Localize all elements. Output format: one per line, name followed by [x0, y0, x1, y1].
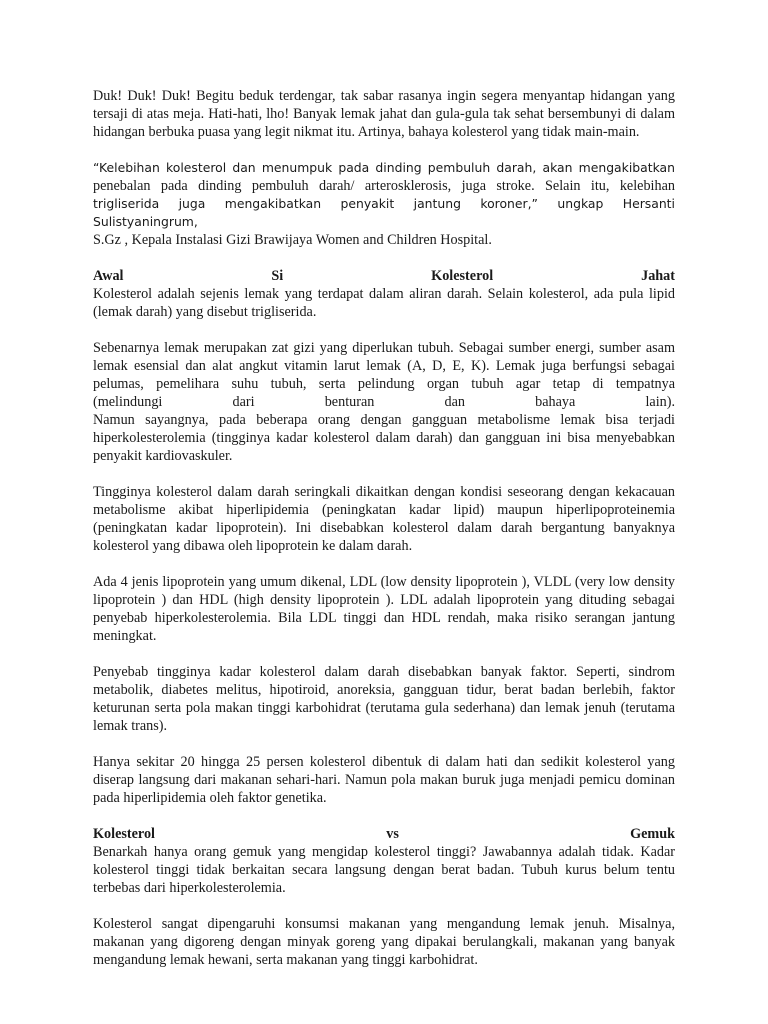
heading-word: Awal	[93, 268, 124, 284]
heading-word: Gemuk	[630, 826, 675, 842]
quote-line: penebalan pada dinding pembuluh darah/ arterosklerosis, juga stroke. Selain itu, kelebihan	[93, 178, 675, 194]
heading-word: Kolesterol	[93, 826, 155, 842]
spread-word: benturan	[324, 394, 375, 410]
quote-paragraph	[93, 159, 675, 249]
heading-word: vs	[386, 826, 399, 842]
spread-line	[93, 393, 675, 411]
section-heading	[93, 267, 675, 285]
section-kolesterol-vs-gemuk	[93, 825, 675, 897]
heading-word: Si	[271, 268, 284, 284]
spread-word: dan	[444, 394, 465, 410]
quote-line: trigliserida juga mengakibatkan penyakit jantung koroner,” ungkap Hersanti Sulistyaningrum,	[93, 196, 675, 229]
body-paragraph: Kolesterol adalah sejenis lemak yang terdapat dalam aliran darah. Selain kolesterol, ada pula lipid (lemak darah) yang disebut trigliserida.	[93, 286, 675, 320]
section-awal	[93, 267, 675, 321]
lemak-paragraph-block	[93, 339, 675, 465]
body-paragraph: Tingginya kolesterol dalam darah seringkali dikaitkan dengan kondisi seseorang dengan kekacauan metabolisme akibat hiperlipidemia (peningkatan kadar lipid) maupun hiperlipoproteinemia (peningkatan kadar lipoprotein). Ini disebabkan kolesterol dalam darah bergantung banyaknya kolesterol yang dibawa oleh lipoprotein ke dalam darah.	[93, 484, 675, 554]
heading-word: Kolesterol	[431, 268, 494, 284]
spread-word: (melindungi	[93, 394, 163, 410]
quote-line: “Kelebihan kolesterol dan menumpuk pada dinding pembuluh darah, akan mengakibatkan	[93, 160, 675, 175]
spread-word: dari	[232, 394, 255, 410]
body-paragraph: Hanya sekitar 20 hingga 25 persen kolesterol dibentuk di dalam hati dan sedikit kolesterol yang diserap langsung dari makanan sehari-hari. Namun pola makan buruk juga menjadi pemicu dominan pada hiperlipidemia oleh faktor genetika.	[93, 754, 675, 806]
body-paragraph: Ada 4 jenis lipoprotein yang umum dikenal, LDL (low density lipoprotein ), VLDL (very low density lipoprotein ) dan HDL (high density lipoprotein ). LDL adalah lipoprotein yang dituding sebagai penyebab hiperkolesterolemia. Bila LDL tinggi dan HDL rendah, maka risiko serangan jantung meningkat.	[93, 574, 675, 644]
heading-word: Jahat	[641, 268, 675, 284]
spread-word: lain).	[645, 394, 675, 410]
section-heading	[93, 825, 675, 843]
quote-line: S.Gz , Kepala Instalasi Gizi Brawijaya Women and Children Hospital.	[93, 232, 492, 248]
document-page	[93, 87, 675, 987]
intro-paragraph: Duk! Duk! Duk! Begitu beduk terdengar, tak sabar rasanya ingin segera menyantap hidangan yang tersaji di atas meja. Hati-hati, lho! Banyak lemak jahat dan gula-gula tak sehat bersembunyi di dalam hidangan berbuka puasa yang legit nikmat itu. Artinya, bahaya kolesterol yang tidak main-main.	[93, 88, 675, 140]
spread-word: bahaya	[535, 394, 576, 410]
body-paragraph: Penyebab tingginya kadar kolesterol dalam darah disebabkan banyak faktor. Seperti, sindrom metabolik, diabetes melitus, hipotiroid, anoreksia, gangguan tidur, berat badan berlebih, faktor keturunan serta pola makan tinggi karbohidrat (terutama gula sederhana) dan lemak jenuh (terutama lemak trans).	[93, 664, 675, 734]
body-paragraph: Benarkah hanya orang gemuk yang mengidap kolesterol tinggi? Jawabannya adalah tidak. Kadar kolesterol tinggi tidak berkaitan secara langsung dengan berat badan. Tubuh kurus belum tentu terbebas dari hiperkolesterolemia.	[93, 844, 675, 896]
body-paragraph: Sebenarnya lemak merupakan zat gizi yang diperlukan tubuh. Sebagai sumber energi, sumber asam lemak esensial dan alat angkut vitamin larut lemak (A, D, E, K). Lemak juga berfungsi sebagai pelumas, pemelihara suhu tubuh, serta pelindung organ tubuh agar tetap di tempatnya	[93, 340, 675, 392]
body-paragraph: Kolesterol sangat dipengaruhi konsumsi makanan yang mengandung lemak jenuh. Misalnya, makanan yang digoreng dengan minyak goreng yang dipakai berulangkali, makanan yang banyak mengandung lemak hewani, serta makanan yang tinggi karbohidrat.	[93, 916, 675, 968]
body-paragraph: Namun sayangnya, pada beberapa orang dengan gangguan metabolisme lemak bisa terjadi hiperkolesterolemia (tingginya kadar kolesterol dalam darah) dan gangguan ini bisa menyebabkan penyakit kardiovaskuler.	[93, 412, 675, 464]
